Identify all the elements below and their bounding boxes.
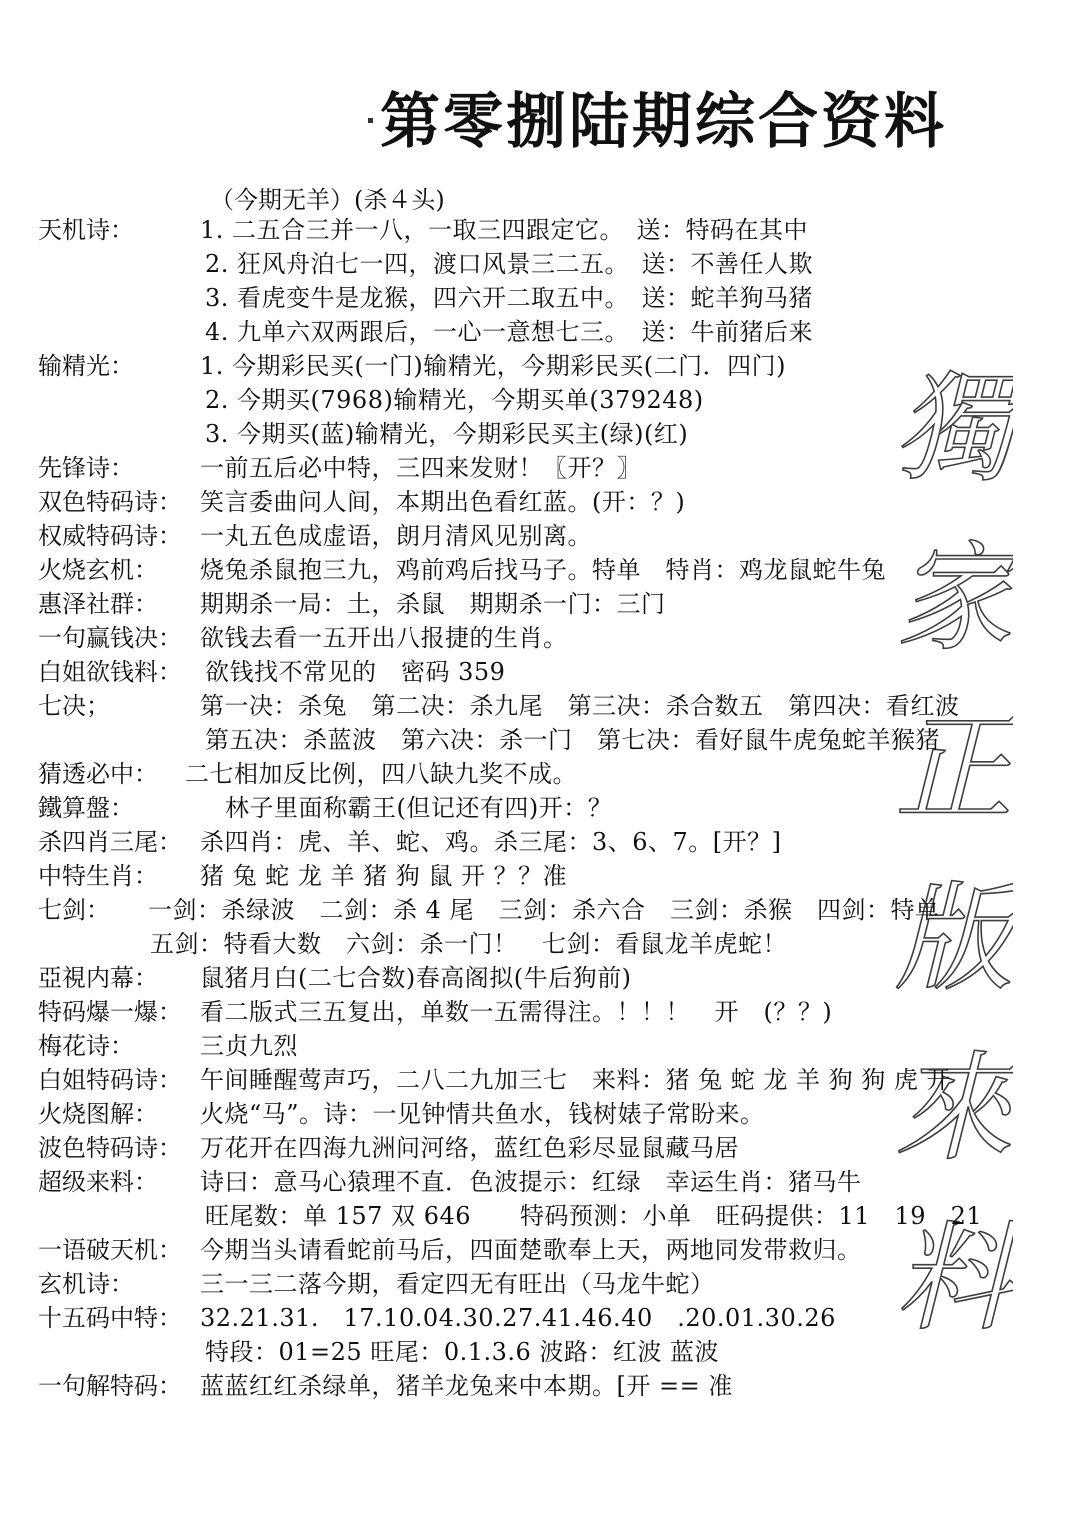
content-row [0,1199,1080,1233]
row-label: 七决； [38,692,110,720]
row-label: 火烧图解： [38,1100,158,1128]
content-row [0,383,1080,417]
row-label: 猜透必中： [38,760,158,788]
row-label: 波色特码诗： [38,1134,182,1162]
row-text: 火烧“马”。诗：一见钟情共鱼水，钱树婊子常盼来。 [200,1100,765,1128]
row-text: 1. 今期彩民买(一门)输精光，今期彩民买(二门．四门) [200,352,786,380]
row-label: 权威特码诗： [38,522,182,550]
content-row [0,995,1080,1029]
row-text: 3. 看虎变牛是龙猴，四六开二取五中。 送：蛇羊狗马猪 [205,284,814,312]
content-row [0,315,1080,349]
content-row [0,553,1080,587]
row-text: 午间睡醒莺声巧，二八二九加三七 来料：猪 兔 蛇 龙 羊 狗 狗 虎 开 [200,1066,952,1094]
row-text: 万花开在四海九洲问河络，蓝红色彩尽显鼠藏马居 [200,1134,739,1162]
row-text: 旺尾数：单 157 双 646 特码预测：小单 旺码提供：11 19 21 [205,1202,983,1230]
content-row [0,519,1080,553]
content-row [0,723,1080,757]
row-text: 特段：01=25 旺尾：0.1.3.6 波路：红波 蓝波 [205,1338,720,1366]
row-label: 火烧玄机： [38,556,158,584]
row-text: 鼠猪月白(二七合数)春高阁拟(牛后狗前) [200,964,632,992]
row-text: 32.21.31. 17.10.04.30.27.41.46.40 .20.01.30.26 [200,1304,836,1332]
row-label: 超级来料： [38,1168,158,1196]
row-text: 欲钱去看一五开出八报捷的生肖。 [200,624,568,652]
row-text: 蓝蓝红红杀绿单，猪羊龙兔来中本期。[开 == 准 [200,1372,733,1400]
row-label: 双色特码诗： [38,488,182,516]
content-row [0,757,1080,791]
row-text: 今期当头请看蛇前马后，四面楚歌奉上天，两地同发带救归。 [200,1236,862,1264]
content-row [0,1301,1080,1335]
row-text: 二七相加反比例，四八缺九奖不成。 [185,760,577,788]
row-label: 梅花诗： [38,1032,134,1060]
row-label: 中特生肖： [38,862,158,890]
content-row [0,791,1080,825]
row-label: 亞視内幕： [38,964,158,992]
content-row [0,1165,1080,1199]
row-text: 五剑：特看大数 六剑：杀一门！ 七剑：看鼠龙羊虎蛇！ [150,930,787,958]
row-text: 2. 狂风舟泊七一四，渡口风景三二五。 送：不善任人欺 [205,250,814,278]
row-label: 白姐特码诗： [38,1066,182,1094]
content-row [0,1267,1080,1301]
content-row [0,247,1080,281]
row-label: 鐵算盤： [38,794,134,822]
content-row [0,349,1080,383]
row-text: 2. 今期买(7968)输精光，今期买单(379248) [205,386,704,414]
row-text: 笑言委曲问人间，本期出色看红蓝。(开：？) [200,488,686,516]
row-text: 第五决：杀蓝波 第六决：杀一门 第七决：看好鼠牛虎兔蛇羊猴猪 [205,726,940,754]
content-row [0,1369,1080,1403]
content-row [0,961,1080,995]
row-text: 一剑：杀绿波 二剑：杀 4 尾 三剑：杀六合 三剑：杀猴 四剑：特单 [148,896,940,924]
row-label: 玄机诗： [38,1270,134,1298]
content-row [0,587,1080,621]
content-row [0,859,1080,893]
content-row [0,689,1080,723]
title-dot [368,118,373,123]
row-text: 4. 九单六双两跟后，一心一意想七三。 送：牛前猪后来 [205,318,814,346]
row-text: 一丸五色成虚语，朗月清风见别离。 [200,522,592,550]
content-row [0,1097,1080,1131]
content-row [0,451,1080,485]
row-text: 烧兔杀鼠抱三九，鸡前鸡后找马子。特单 特肖：鸡龙鼠蛇牛兔 [200,556,886,584]
row-label: 一句解特码： [38,1372,182,1400]
content-row [0,1233,1080,1267]
page-title: 第零捌陆期综合资料 [380,87,947,157]
content-row [0,1335,1080,1369]
content-row [0,417,1080,451]
row-text: 猪 兔 蛇 龙 羊 猪 狗 鼠 开 ？？准 [200,862,568,890]
row-label: 杀四肖三尾： [38,828,182,856]
row-label: 输精光： [38,352,134,380]
content-row [0,281,1080,315]
row-label: 白姐欲钱料： [38,658,182,686]
row-text: 林子里面称霸王(但记还有四)开：？ [225,794,613,822]
page-subtitle: （今期无羊）(杀４头) [210,186,445,214]
content-row [0,927,1080,961]
content-row [0,485,1080,519]
row-text: 三一三二落今期，看定四无有旺出（马龙牛蛇） [200,1270,715,1298]
content-row [0,621,1080,655]
row-label: 十五码中特： [38,1304,182,1332]
row-text: 3. 今期买(蓝)输精光，今期彩民买主(绿)(红) [205,420,689,448]
row-text: 欲钱找不常见的 密码 359 [205,658,506,686]
row-label: 七剑： [38,896,110,924]
content-row [0,1131,1080,1165]
row-text: 一前五后必中特，三四来发财！〖开？〗 [200,454,641,482]
content-row [0,1063,1080,1097]
content-row [0,655,1080,689]
row-label: 天机诗： [38,216,134,244]
row-label: 一句赢钱决： [38,624,182,652]
content-row [0,825,1080,859]
row-text: 期期杀一局：土，杀鼠 期期杀一门：三门 [200,590,666,618]
row-text: 看二版式三五复出，单数一五需得注。！！！ 开 (？？) [200,998,833,1026]
row-label: 惠泽社群： [38,590,158,618]
row-text: 1. 二五合三并一八，一取三四跟定它。 送：特码在其中 [200,216,809,244]
row-label: 先锋诗： [38,454,134,482]
row-text: 诗曰：意马心猿理不直．色波提示：红绿 幸运生肖：猪马牛 [200,1168,862,1196]
content-row [0,1029,1080,1063]
watermark-stamp: 獨家正版來料 [875,365,1013,1385]
content-row [0,213,1080,247]
row-label: 特码爆一爆： [38,998,182,1026]
content-row [0,893,1080,927]
row-text: 三贞九烈 [200,1032,298,1060]
row-text: 杀四肖：虎、羊、蛇、鸡。杀三尾：3、6、7。[开？] [200,828,782,856]
row-text: 第一决：杀兔 第二决：杀九尾 第三决：杀合数五 第四决：看红波 [200,692,960,720]
row-label: 一语破天机： [38,1236,182,1264]
